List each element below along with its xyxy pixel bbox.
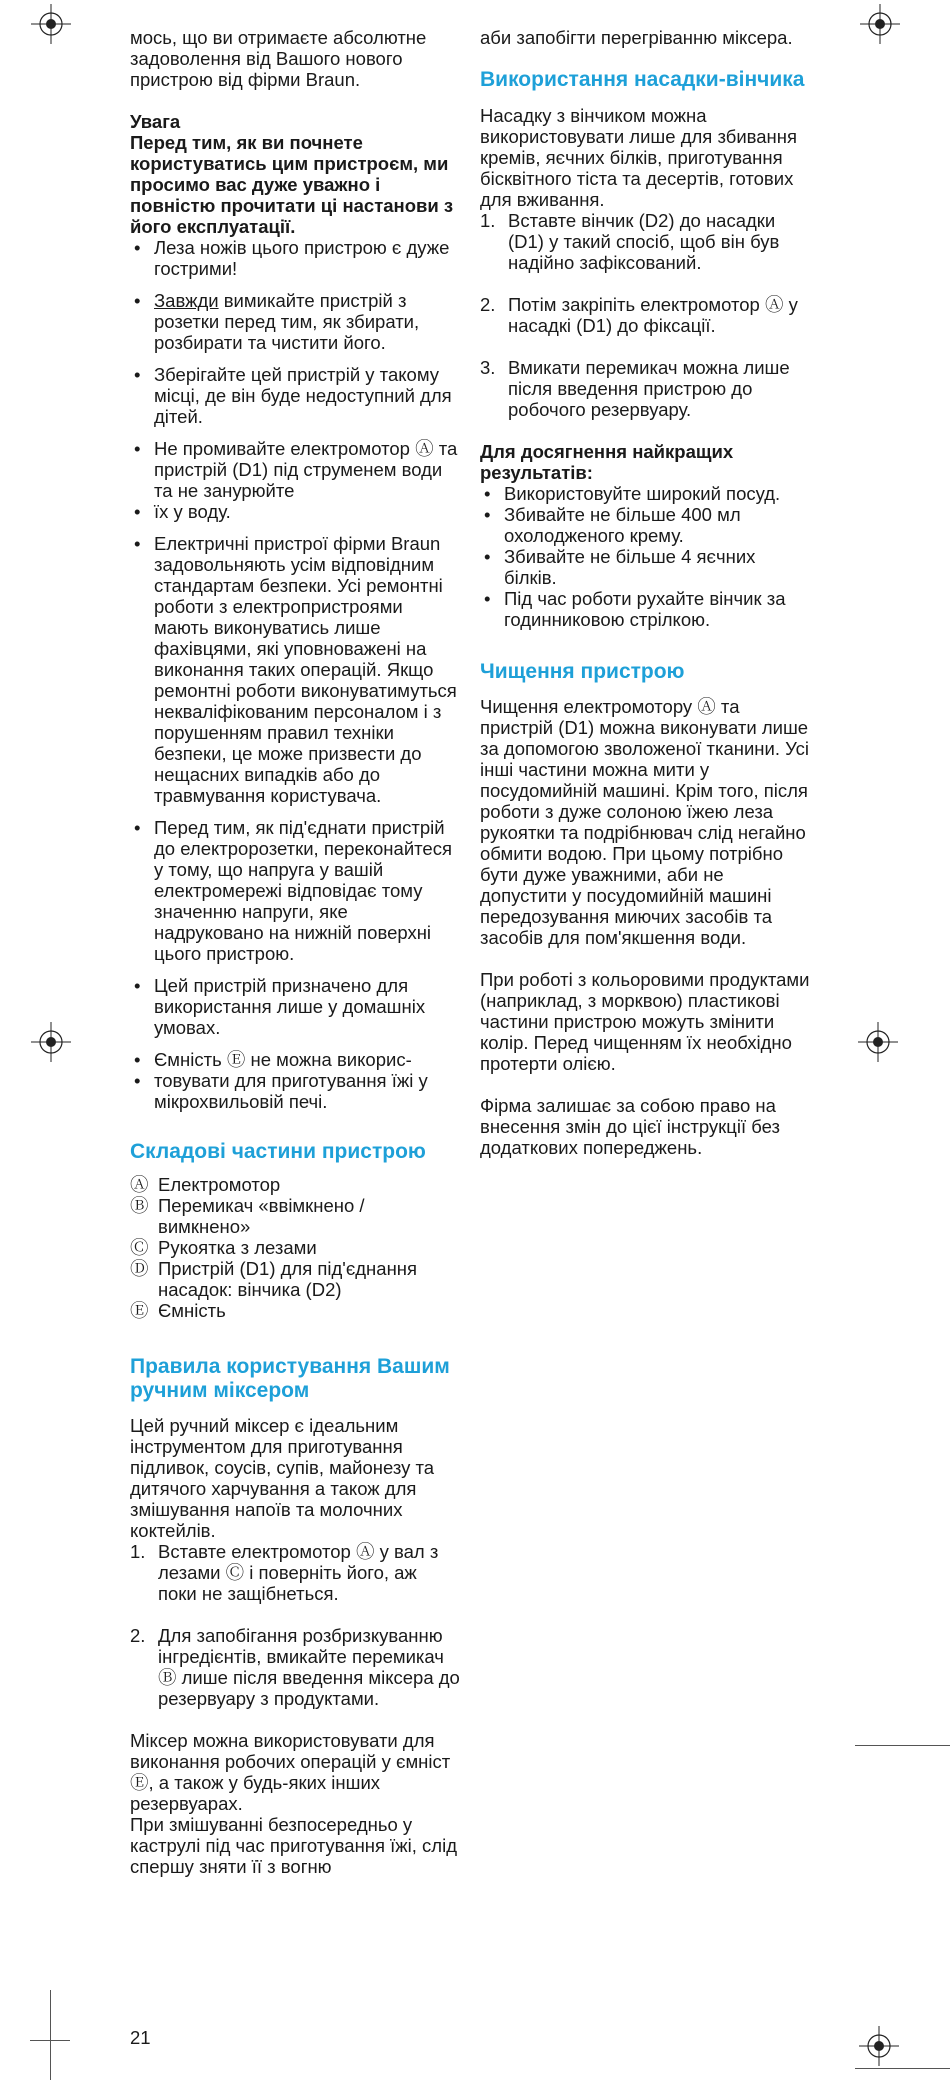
intro-text: мось, що ви отримаєте абсолютне задоволення від Вашого нового пристрою від фірми Braun. — [130, 27, 427, 90]
warning-title: Увага — [130, 111, 181, 132]
best-results-title: Для досягнення найкращих результатів: — [480, 441, 734, 483]
registration-mark-icon — [859, 2026, 899, 2066]
trim-line — [50, 1990, 51, 2080]
list-item: • їх у воду. — [130, 501, 460, 522]
warning-text: Перед тим, як ви почнете користуватись цим пристроєм, ми просимо вас дуже уважно і повністю прочитати ці настанови з його експлуатації. — [130, 132, 454, 237]
list-item: • Цей пристрій призначено для використання лише у домашніх умовах. — [130, 975, 460, 1038]
registration-mark-icon — [31, 1022, 71, 1062]
cleaning-heading: Чищення пристрою — [480, 660, 685, 683]
list-item: • Завжди вимикайте пристрій з розетки перед тим, як збирати, розбирати та чистити його. — [130, 290, 460, 353]
list-item: • Зберігайте цей пристрій у такому місці, де він буде недоступний для дітей. — [130, 364, 460, 427]
list-item: • товувати для приготування їжі у мікрохвильовій печі. — [130, 1070, 460, 1112]
list-item: • Не промивайте електромотор Ⓐ та пристрій (D1) під струменем води та не занурюйте — [130, 438, 460, 501]
list-item: • Ємність Ⓔ не можна викорис- — [130, 1049, 460, 1070]
trim-line — [855, 2068, 950, 2069]
list-item: 3. Вмикати перемикач можна лише після введення пристрою до робочого резервуару. — [480, 357, 790, 420]
list-item: • Збивайте не більше 400 мл охолодженого крему. — [480, 504, 810, 546]
parts-heading: Складові частини пристрою — [130, 1140, 426, 1163]
trim-line — [855, 1745, 950, 1746]
left-column — [130, 27, 460, 1877]
list-item: 2. Потім закріпіть електромотор Ⓐ у насадкі (D1) до фіксації. — [480, 294, 798, 336]
trim-line — [30, 2040, 70, 2041]
registration-mark-icon — [31, 4, 71, 44]
list-item: Ⓐ Електромотор — [130, 1174, 281, 1195]
list-item: 1. Вставте електромотор Ⓐ у вал з лезами Ⓒ і поверніть його, аж поки не защібнеться. — [130, 1541, 439, 1604]
list-item: • Використовуйте широкий посуд. — [480, 483, 810, 504]
rules-intro: Цей ручний міксер є ідеальним інструментом для приготування підливок, соусів, супів, майонезу та дитячого харчування а також для змішування напоїв та молочних коктейлів. — [130, 1415, 435, 1541]
disclaimer-text: Фірма залишає за собою право на внесення змін до цієї інструкції без додаткових попереджень. — [480, 1095, 780, 1158]
list-item: Ⓓ Пристрій (D1) для під'єднання насадок: вінчика (D2) — [130, 1258, 418, 1300]
list-item: • Електричні пристрої фірми Braun задовольняють усім відповідним стандартам безпеки. Усі ремонтні роботи з електропристроями мають виконуватись лише фахівцями, які уповноважені на виконання таких операцій. Якщо ремонтні роботи виконуватимуться некваліфікованим персоналом і з порушенням правил техніки безпеки, це може призвести до нещасних випадків або до травмування користувача. — [130, 533, 460, 806]
cleaning-text: Чищення електромотору Ⓐ та пристрій (D1) можна виконувати лише за допомогою зволоженої тканини. Усі інші частини можна мити у посудомийній машині. Крім того, після роботи з дуже солоною їжею леза рукоятки та подрібнювач слід негайно обмити водою. При цьому потрібно бути дуже уважними, аби не допустити у посудомийній машині передозування миючих засобів та засобів для пом'якшення води. — [480, 696, 809, 948]
list-item: Ⓔ Ємність — [130, 1300, 226, 1321]
mixer-text: Міксер можна використовувати для виконання робочих операцій у ємніст Ⓔ, а також у будь-яких інших резервуарах. — [130, 1730, 451, 1814]
best-results-list — [480, 483, 810, 630]
rules-heading: Правила користування Вашим ручним міксером — [130, 1355, 450, 1402]
cleaning-color-note: При роботі з кольоровими продуктами (наприклад, з морквою) пластикові частини пристрою можуть змінити колір. Перед чищенням їх необхідно протерти олією. — [480, 969, 810, 1074]
usage-steps — [130, 1541, 460, 1709]
list-item: Ⓒ Рукоятка з лезами — [130, 1237, 317, 1258]
whisk-intro: Насадку з вінчиком можна використовувати лише для збивання кремів, яєчних білків, приготування бісквітного тіста та десертів, готових для вживання. — [480, 105, 798, 210]
list-item: • Збивайте не більше 4 яєчних білків. — [480, 546, 810, 588]
page-number: 21 — [130, 2027, 151, 2048]
registration-mark-icon — [860, 4, 900, 44]
list-item: • Леза ножів цього пристрою є дуже гострими! — [130, 237, 460, 279]
list-item: 2. Для запобігання розбризкуванню інгредієнтів, вмикайте перемикач Ⓑ лише після введення міксера до резервуару з продуктами. — [130, 1625, 460, 1709]
registration-mark-icon — [858, 1022, 898, 1062]
list-item: 1. Вставте вінчик (D2) до насадки (D1) у такий спосіб, щоб він був надійно зафіксований. — [480, 210, 780, 273]
continuation-text: аби запобігти перегріванню міксера. — [480, 27, 793, 48]
mixer-text-continued: При змішуванні безпосередньо у каструлі під час приготування їжі, слід спершу зняти її з вогню — [130, 1814, 458, 1877]
right-column — [480, 27, 810, 1158]
whisk-steps — [480, 210, 810, 420]
safety-list — [130, 237, 460, 1112]
list-item: • Під час роботи рухайте вінчик за годинниковою стрілкою. — [480, 588, 810, 630]
whisk-heading: Використання насадки-вінчика — [480, 68, 805, 91]
list-item: • Перед тим, як під'єднати пристрій до електророзетки, переконайтеся у тому, що напруга у вашій електромережі відповідає тому значенню напруги, яке надруковано на нижній поверхні цього пристрою. — [130, 817, 460, 964]
list-item: Ⓑ Перемикач «ввімкнено / вимкнено» — [130, 1195, 365, 1237]
parts-list — [130, 1174, 460, 1321]
